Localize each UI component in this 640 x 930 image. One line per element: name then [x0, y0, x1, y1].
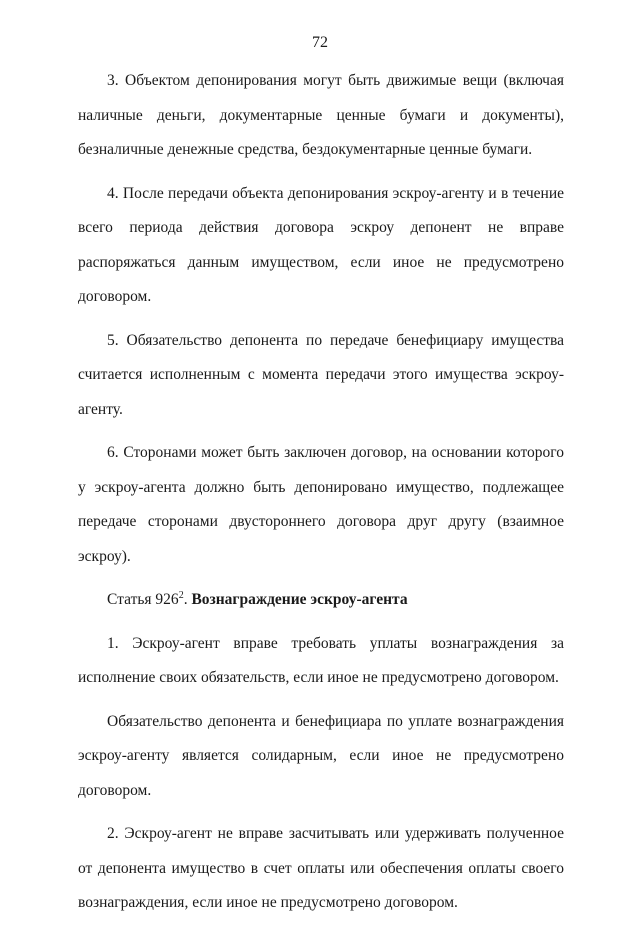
article-title: Вознаграждение эскроу-агента [191, 591, 408, 608]
article-paragraph-1: 1. Эскроу-агент вправе требовать уплаты вознаграждения за исполнение своих обязательств, если иное не предусмотрено договором. [78, 634, 564, 686]
article-paragraph-2: 2. Эскроу-агент не вправе засчитывать или удерживать полученное от депонента имущество в счет оплаты или обеспечения оплаты своего вознаграждения, если иное не предусмотрено договором. [78, 825, 564, 911]
article-heading [78, 583, 564, 618]
article-separator: . [183, 591, 192, 608]
article-number: Статья 926 [107, 591, 179, 608]
article-number-superscript: 2 [178, 589, 184, 601]
paragraph-item-4: 4. После передачи объекта депонирования эскроу-агенту и в течение всего периода действия договора эскроу депонент не вправе распоряжаться данным имуществом, если иное не предусмотрено договором. [78, 184, 564, 305]
paragraph-item-5: 5. Обязательство депонента по передаче бенефициару имущества считается исполненным с момента передачи этого имущества эскроу-агенту. [78, 331, 564, 418]
paragraph-item-6: 6. Сторонами может быть заключен договор, на основании которого у эскроу-агента должно быть депонировано имущество, подлежащее передаче сторонами двустороннего договора друг другу (взаимное эскроу). [78, 444, 564, 565]
paragraph-item-3: 3. Объектом депонирования могут быть движимые вещи (включая наличные деньги, документарные ценные бумаги и документы), безналичные денежные средства, бездокументарные ценные бумаги. [78, 72, 564, 158]
article-paragraph-1-continued: Обязательство депонента и бенефициара по уплате вознаграждения эскроу-агенту является солидарным, если иное не предусмотрено договором. [78, 712, 564, 799]
document-body [78, 64, 564, 930]
page-number: 72 [312, 34, 328, 51]
